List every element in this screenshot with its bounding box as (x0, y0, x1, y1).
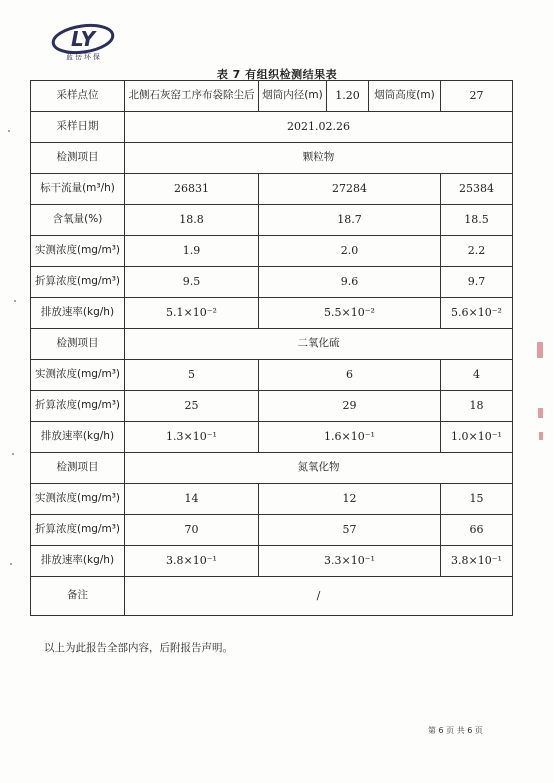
footer-note: 以上为此报告全部内容，后附报告声明。 (44, 642, 233, 654)
table-row (31, 360, 513, 391)
page-number: 第 6 页 共 6 页 (428, 726, 483, 735)
sample-value-2: 9.6 (259, 267, 441, 298)
test-item-name: 氮氧化物 (125, 453, 513, 484)
remark-value: / (125, 577, 513, 616)
sample-value-2: 6 (259, 360, 441, 391)
table-row (31, 236, 513, 267)
label-sampling-date: 采样日期 (31, 112, 125, 143)
sample-value-3: 66 (441, 515, 513, 546)
sampling-point-value: 北侧石灰窑工序布袋除尘后 (125, 81, 259, 112)
row-label: 含氧量(%) (31, 205, 125, 236)
sample-value-1: 70 (125, 515, 259, 546)
table-row (31, 515, 513, 546)
sample-value-1: 1.3×10⁻¹ (125, 422, 259, 453)
sample-value-1: 18.8 (125, 205, 259, 236)
sample-value-3: 9.7 (441, 267, 513, 298)
sample-value-2: 27284 (259, 174, 441, 205)
scan-dot (14, 300, 16, 302)
row-label: 折算浓度(mg/m³) (31, 267, 125, 298)
section-header-row (31, 329, 513, 360)
table-row (31, 546, 513, 577)
table-row (31, 174, 513, 205)
table-row (31, 484, 513, 515)
table-row (31, 267, 513, 298)
sample-value-1: 25 (125, 391, 259, 422)
scan-dot (10, 563, 12, 565)
sample-value-3: 2.2 (441, 236, 513, 267)
row-label: 排放速率(kg/h) (31, 298, 125, 329)
row-label: 折算浓度(mg/m³) (31, 515, 125, 546)
label-stack-diameter: 烟筒内径(m) (259, 81, 327, 112)
label-remark: 备注 (31, 577, 125, 616)
table-title: 表 7 有组织检测结果表 (216, 68, 338, 81)
sample-value-1: 14 (125, 484, 259, 515)
date-row (31, 112, 513, 143)
svg-text:LY: LY (70, 27, 96, 51)
row-label: 排放速率(kg/h) (31, 546, 125, 577)
scan-dot (8, 130, 10, 132)
sample-value-2: 12 (259, 484, 441, 515)
sample-value-3: 18 (441, 391, 513, 422)
table-row (31, 391, 513, 422)
sampling-date-value: 2021.02.26 (125, 112, 513, 143)
row-label: 排放速率(kg/h) (31, 422, 125, 453)
row-label: 折算浓度(mg/m³) (31, 391, 125, 422)
sample-value-3: 3.8×10⁻¹ (441, 546, 513, 577)
sample-value-2: 3.3×10⁻¹ (259, 546, 441, 577)
stack-diameter-value: 1.20 (327, 81, 369, 112)
header-row (31, 81, 513, 112)
label-test-item: 检测项目 (31, 453, 125, 484)
sample-value-2: 2.0 (259, 236, 441, 267)
section-header-row (31, 453, 513, 484)
sample-value-2: 1.6×10⁻¹ (259, 422, 441, 453)
row-label: 实测浓度(mg/m³) (31, 360, 125, 391)
sample-value-3: 18.5 (441, 205, 513, 236)
stamp-mark (539, 432, 543, 440)
section-header-row (31, 143, 513, 174)
logo-mark-icon (48, 22, 118, 56)
scan-dot (12, 453, 14, 455)
sample-value-3: 5.6×10⁻² (441, 298, 513, 329)
sample-value-2: 18.7 (259, 205, 441, 236)
sample-value-1: 3.8×10⁻¹ (125, 546, 259, 577)
table-row (31, 422, 513, 453)
sample-value-3: 1.0×10⁻¹ (441, 422, 513, 453)
sample-value-2: 57 (259, 515, 441, 546)
sample-value-3: 15 (441, 484, 513, 515)
sample-value-2: 5.5×10⁻² (259, 298, 441, 329)
table-row (31, 205, 513, 236)
results-table (30, 80, 513, 616)
stamp-mark (537, 342, 543, 358)
test-item-name: 二氧化硫 (125, 329, 513, 360)
test-item-name: 颗粒物 (125, 143, 513, 174)
label-test-item: 检测项目 (31, 143, 125, 174)
row-label: 标干流量(m³/h) (31, 174, 125, 205)
sample-value-2: 29 (259, 391, 441, 422)
stamp-mark (538, 408, 543, 418)
sample-value-1: 1.9 (125, 236, 259, 267)
sample-value-1: 26831 (125, 174, 259, 205)
sample-value-3: 25384 (441, 174, 513, 205)
row-label: 实测浓度(mg/m³) (31, 236, 125, 267)
label-sampling-point: 采样点位 (31, 81, 125, 112)
sample-value-1: 5.1×10⁻² (125, 298, 259, 329)
stack-height-value: 27 (441, 81, 513, 112)
sample-value-3: 4 (441, 360, 513, 391)
logo-caption: 蓝岳环保 (66, 53, 102, 61)
table-row (31, 298, 513, 329)
row-label: 实测浓度(mg/m³) (31, 484, 125, 515)
remark-row (31, 577, 513, 616)
label-test-item: 检测项目 (31, 329, 125, 360)
sample-value-1: 9.5 (125, 267, 259, 298)
label-stack-height: 烟筒高度(m) (369, 81, 441, 112)
sample-value-1: 5 (125, 360, 259, 391)
